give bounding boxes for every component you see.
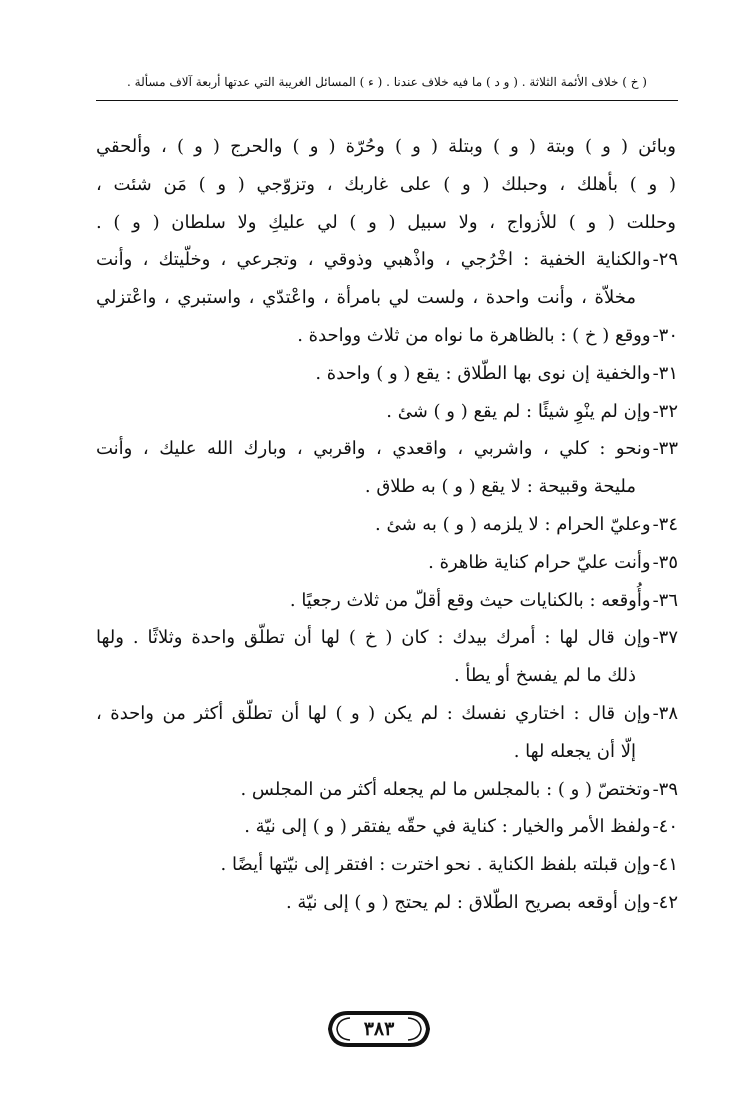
text-line: [96, 430, 678, 468]
line-text: مليحة وقبيحة : لا يقع ( و ) به طلاق .: [364, 476, 636, 498]
text-line: [96, 166, 678, 204]
text-line: [96, 355, 678, 393]
text-line: [96, 544, 678, 582]
line-text: ( و ) بأهلك ، وحبلك ( و ) على غاربك ، وتزوّجي ( و ) مَن شئت ،: [96, 173, 676, 195]
item-number: ٣١-: [652, 362, 678, 384]
line-text: وأُوقعه : بالكنايات حيث وقع أقلّ من ثلاث رجعيًا .: [289, 589, 651, 611]
item-number: ٣٢-: [652, 400, 678, 422]
line-text: والخفية إن نوى بها الطّلاق : يقع ( و ) واحدة .: [315, 362, 651, 384]
item-number: ٤٢-: [652, 891, 678, 913]
item-number: ٣٥-: [652, 551, 678, 573]
page-number-text: ٣٨٣: [363, 1018, 395, 1040]
item-number: ٢٩-: [652, 249, 678, 271]
line-text: مخلاّة ، وأنت واحدة ، ولست لي بامرأة ، واعْتدّي ، واستبري ، واعْتزلي: [96, 287, 636, 309]
line-text: وإن قبلته بلفظ الكناية . نحو اخترت : افتقر إلى نيّتها أيضًا .: [220, 854, 651, 876]
running-header: ( خ ) خلاف الأئمة الثلاثة . ( و د ) ما فيه خلاف عندنا . ( ء ) المسائل الغريبة التي عدتها أربعة آلاف مسألة .: [127, 75, 647, 89]
text-line: [96, 279, 678, 317]
item-number: ٣٨-: [652, 702, 678, 724]
line-text: إلّا أن يجعله لها .: [513, 740, 636, 762]
text-line: [96, 884, 678, 922]
line-text: ووقع ( خ ) : بالظاهرة ما نواه من ثلاث وواحدة .: [297, 324, 651, 346]
item-number: ٣٧-: [652, 627, 678, 649]
item-number: ٣٣-: [652, 438, 678, 460]
line-text: وإن قال : اختاري نفسك : لم يكن ( و ) لها أن تطلّق أكثر من واحدة ،: [96, 702, 651, 724]
line-text: وأنت عليّ حرام كناية ظاهرة .: [428, 551, 651, 573]
text-line: [96, 657, 678, 695]
line-text: وحللت ( و ) للأزواج ، ولا سبيل ( و ) لي عليكِ ولا سلطان ( و ) .: [96, 211, 676, 233]
line-text: وإن قال لها : أمرك بيدك : كان ( خ ) لها أن تطلّق واحدة وثلاثًا . ولها: [96, 627, 651, 649]
text-line: [96, 393, 678, 431]
document-body: [96, 128, 678, 922]
text-line: [96, 733, 678, 771]
item-number: ٣٠-: [652, 324, 678, 346]
text-line: [96, 506, 678, 544]
line-text: ذلك ما لم يفسخ أو يطأ .: [453, 665, 636, 687]
text-line: [96, 204, 678, 242]
text-line: [96, 619, 678, 657]
item-number: ٤٠-: [652, 816, 678, 838]
line-text: ونحو : كلي ، واشربي ، واقعدي ، واقربي ، وبارك الله عليك ، وأنت: [96, 438, 651, 460]
header-rule: [96, 100, 678, 101]
text-line: [96, 695, 678, 733]
text-line: [96, 241, 678, 279]
text-line: [96, 128, 678, 166]
text-line: [96, 846, 678, 884]
text-line: [96, 582, 678, 620]
item-number: ٣٦-: [652, 589, 678, 611]
line-text: وبائن ( و ) وبتة ( و ) وبتلة ( و ) وحُرّة ( و ) والحرج ( و ) ، وألحقي: [96, 136, 676, 157]
line-text: وتختصّ ( و ) : بالمجلس ما لم يجعله أكثر من المجلس .: [240, 778, 651, 800]
line-text: والكناية الخفية : اخْرُجي ، واذْهبي وذوقي ، وتجرعي ، وخلّيتك ، وأنت: [96, 249, 651, 271]
line-text: ولفظ الأمر والخيار : كناية في حقّه يفتقر ( و ) إلى نيّة .: [244, 816, 651, 838]
page-number: [326, 1007, 432, 1051]
text-line: [96, 771, 678, 809]
item-number: ٣٩-: [652, 778, 678, 800]
line-text: وعليّ الحرام : لا يلزمه ( و ) به شئ .: [375, 513, 651, 535]
text-line: [96, 808, 678, 846]
line-text: وإن أوقعه بصريح الطّلاق : لم يحتج ( و ) إلى نيّة .: [285, 891, 651, 913]
line-text: وإن لم ينْوِ شيئًا : لم يقع ( و ) شئ .: [386, 400, 651, 422]
item-number: ٣٤-: [652, 513, 678, 535]
item-number: ٤١-: [652, 854, 678, 876]
text-line: [96, 468, 678, 506]
text-line: [96, 317, 678, 355]
